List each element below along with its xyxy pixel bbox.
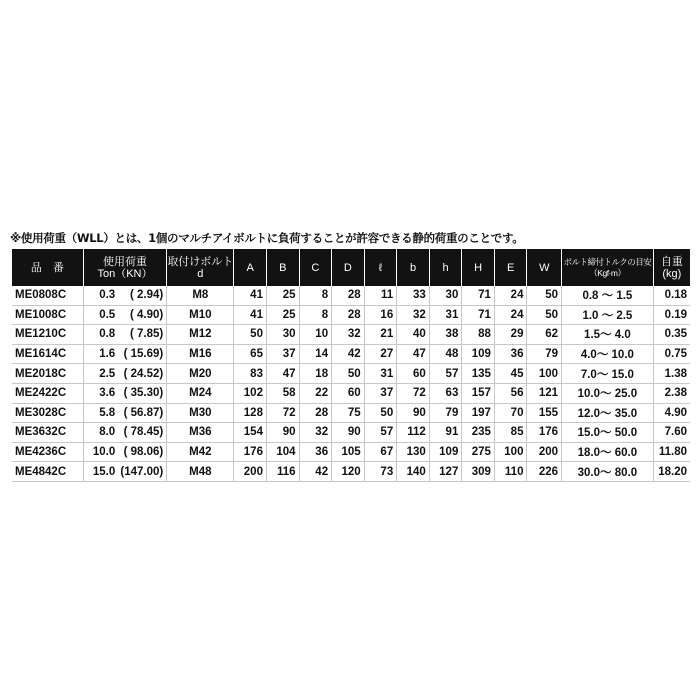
cell-A: 176 (234, 442, 267, 462)
cell-A: 41 (234, 286, 267, 305)
header-mounting-bolt-d: d (197, 267, 204, 280)
table-row (12, 423, 690, 443)
cell-part: ME1614C (12, 344, 83, 364)
cell-E: 56 (494, 383, 527, 403)
cell-W: 100 (527, 364, 562, 384)
cell-torque: 18.0～ 60.0 (562, 442, 654, 462)
cell-B: 116 (266, 462, 299, 482)
cell-working-load (83, 383, 166, 403)
cell-h: 30 (429, 286, 462, 305)
cell-bolt: M10 (167, 305, 234, 325)
cell-D: 105 (332, 442, 365, 462)
cell-b: 72 (397, 383, 430, 403)
cell-part: ME1008C (12, 305, 83, 325)
cell-load-ton: 0.5 (99, 308, 116, 321)
cell-h: 48 (429, 344, 462, 364)
cell-torque: 10.0～ 25.0 (562, 383, 654, 403)
cell-load-kn: ( 4.90) (129, 308, 164, 321)
cell-part: ME4842C (12, 462, 83, 482)
header-weight (653, 249, 690, 286)
header-dim-h: h (429, 249, 462, 286)
header-dim-l: ℓ (364, 249, 397, 286)
cell-E: 24 (494, 286, 527, 305)
header-working-load-unit: Ton（KN） (97, 267, 153, 280)
header-working-load-title: 使用荷重 (102, 255, 147, 268)
cell-load-kn: ( 35.30) (123, 387, 164, 400)
cell-working-load (83, 442, 166, 462)
cell-D: 28 (332, 305, 365, 325)
table-row (12, 286, 690, 305)
cell-E: 85 (494, 423, 527, 443)
cell-H: 88 (462, 325, 495, 345)
cell-D: 90 (332, 423, 365, 443)
cell-B: 25 (266, 286, 299, 305)
cell-weight: 0.35 (653, 325, 690, 345)
cell-H: 135 (462, 364, 495, 384)
cell-load-kn: ( 2.94) (129, 289, 164, 302)
cell-weight: 11.80 (653, 442, 690, 462)
cell-C: 42 (299, 462, 332, 482)
cell-H: 197 (462, 403, 495, 423)
header-dim-E: E (494, 249, 527, 286)
cell-H: 157 (462, 383, 495, 403)
cell-D: 120 (332, 462, 365, 482)
cell-torque: 15.0～ 50.0 (562, 423, 654, 443)
cell-working-load (83, 403, 166, 423)
header-mounting-bolt (167, 249, 234, 286)
cell-C: 8 (299, 286, 332, 305)
cell-h: 79 (429, 403, 462, 423)
table-row (12, 344, 690, 364)
cell-A: 200 (234, 462, 267, 482)
cell-part: ME2018C (12, 364, 83, 384)
cell-H: 109 (462, 344, 495, 364)
cell-C: 28 (299, 403, 332, 423)
cell-working-load (83, 286, 166, 305)
cell-working-load (83, 325, 166, 345)
cell-b: 47 (397, 344, 430, 364)
header-weight-unit: (kg) (662, 267, 682, 280)
cell-torque: 7.0～ 15.0 (562, 364, 654, 384)
table-row (12, 383, 690, 403)
cell-working-load (83, 462, 166, 482)
cell-weight: 18.20 (653, 462, 690, 482)
eyebolt-spec-table (12, 249, 690, 482)
cell-b: 60 (397, 364, 430, 384)
cell-W: 155 (527, 403, 562, 423)
cell-A: 83 (234, 364, 267, 384)
cell-b: 32 (397, 305, 430, 325)
header-torque-title: ボルト締付トルクの目安 (563, 256, 652, 267)
cell-torque: 12.0～ 35.0 (562, 403, 654, 423)
cell-load-ton: 15.0 (92, 465, 116, 478)
cell-load-kn: (147.00) (120, 465, 164, 478)
cell-D: 75 (332, 403, 365, 423)
cell-B: 25 (266, 305, 299, 325)
cell-E: 36 (494, 344, 527, 364)
cell-weight: 0.75 (653, 344, 690, 364)
cell-h: 91 (429, 423, 462, 443)
cell-E: 45 (494, 364, 527, 384)
cell-A: 41 (234, 305, 267, 325)
table-row (12, 325, 690, 345)
header-dim-B: B (266, 249, 299, 286)
cell-H: 309 (462, 462, 495, 482)
cell-E: 100 (494, 442, 527, 462)
cell-weight: 1.38 (653, 364, 690, 384)
table-row (12, 364, 690, 384)
cell-load-kn: ( 98.06) (123, 446, 164, 459)
table-row (12, 305, 690, 325)
cell-H: 235 (462, 423, 495, 443)
cell-load-kn: ( 15.69) (123, 348, 164, 361)
cell-bolt: M8 (167, 286, 234, 305)
cell-B: 104 (266, 442, 299, 462)
cell-load-ton: 5.8 (99, 406, 116, 419)
cell-bolt: M48 (167, 462, 234, 482)
cell-working-load (83, 344, 166, 364)
table-row (12, 442, 690, 462)
cell-l: 73 (364, 462, 397, 482)
cell-bolt: M36 (167, 423, 234, 443)
header-torque (562, 249, 654, 286)
cell-bolt: M24 (167, 383, 234, 403)
cell-h: 127 (429, 462, 462, 482)
header-row (12, 249, 690, 286)
cell-load-ton: 10.0 (92, 446, 116, 459)
cell-l: 16 (364, 305, 397, 325)
cell-torque: 1.0 ～ 2.5 (562, 305, 654, 325)
cell-load-kn: ( 56.87) (123, 406, 164, 419)
cell-h: 57 (429, 364, 462, 384)
cell-H: 275 (462, 442, 495, 462)
cell-part: ME3028C (12, 403, 83, 423)
cell-A: 102 (234, 383, 267, 403)
cell-W: 50 (527, 286, 562, 305)
cell-l: 37 (364, 383, 397, 403)
cell-C: 10 (299, 325, 332, 345)
cell-B: 30 (266, 325, 299, 345)
cell-working-load (83, 305, 166, 325)
cell-W: 121 (527, 383, 562, 403)
cell-W: 226 (527, 462, 562, 482)
cell-W: 62 (527, 325, 562, 345)
cell-C: 8 (299, 305, 332, 325)
cell-load-ton: 8.0 (99, 426, 116, 439)
cell-D: 32 (332, 325, 365, 345)
header-dim-W: W (527, 249, 562, 286)
header-dim-C: C (299, 249, 332, 286)
cell-part: ME0808C (12, 286, 83, 305)
cell-load-kn: ( 7.85) (129, 328, 164, 341)
cell-b: 112 (397, 423, 430, 443)
wll-note: ※使用荷重（WLL）とは、1個のマルチアイボルトに負荷することが許容できる静的荷重のことです。 (10, 231, 524, 245)
cell-part: ME2422C (12, 383, 83, 403)
cell-h: 63 (429, 383, 462, 403)
cell-b: 33 (397, 286, 430, 305)
cell-l: 31 (364, 364, 397, 384)
cell-C: 22 (299, 383, 332, 403)
table-row (12, 462, 690, 482)
cell-h: 31 (429, 305, 462, 325)
cell-bolt: M12 (167, 325, 234, 345)
cell-bolt: M20 (167, 364, 234, 384)
cell-h: 109 (429, 442, 462, 462)
cell-l: 27 (364, 344, 397, 364)
header-working-load (83, 249, 166, 286)
cell-part: ME3632C (12, 423, 83, 443)
cell-B: 47 (266, 364, 299, 384)
header-dim-D: D (332, 249, 365, 286)
header-dim-A: A (234, 249, 267, 286)
cell-l: 21 (364, 325, 397, 345)
cell-torque: 30.0～ 80.0 (562, 462, 654, 482)
cell-D: 42 (332, 344, 365, 364)
cell-l: 67 (364, 442, 397, 462)
cell-E: 24 (494, 305, 527, 325)
cell-B: 58 (266, 383, 299, 403)
cell-load-ton: 0.8 (99, 328, 116, 341)
cell-load-ton: 3.6 (99, 387, 116, 400)
cell-l: 11 (364, 286, 397, 305)
cell-load-ton: 2.5 (99, 367, 116, 380)
cell-weight: 4.90 (653, 403, 690, 423)
header-dim-H: H (462, 249, 495, 286)
cell-torque: 4.0～ 10.0 (562, 344, 654, 364)
cell-b: 40 (397, 325, 430, 345)
cell-torque: 0.8 ～ 1.5 (562, 286, 654, 305)
cell-load-ton: 1.6 (99, 348, 116, 361)
cell-B: 72 (266, 403, 299, 423)
cell-H: 71 (462, 305, 495, 325)
cell-C: 36 (299, 442, 332, 462)
table-row (12, 403, 690, 423)
cell-W: 50 (527, 305, 562, 325)
cell-b: 90 (397, 403, 430, 423)
cell-load-ton: 0.3 (99, 289, 116, 302)
cell-C: 14 (299, 344, 332, 364)
cell-W: 176 (527, 423, 562, 443)
cell-A: 65 (234, 344, 267, 364)
header-mounting-bolt-title: 取付けボルト (167, 255, 234, 268)
cell-A: 128 (234, 403, 267, 423)
cell-bolt: M30 (167, 403, 234, 423)
cell-working-load (83, 364, 166, 384)
header-weight-title: 自重 (660, 255, 683, 268)
cell-bolt: M42 (167, 442, 234, 462)
cell-working-load (83, 423, 166, 443)
cell-E: 29 (494, 325, 527, 345)
cell-W: 79 (527, 344, 562, 364)
cell-weight: 2.38 (653, 383, 690, 403)
cell-weight: 0.18 (653, 286, 690, 305)
cell-torque: 1.5～ 4.0 (562, 325, 654, 345)
cell-A: 50 (234, 325, 267, 345)
cell-l: 57 (364, 423, 397, 443)
cell-b: 140 (397, 462, 430, 482)
cell-A: 154 (234, 423, 267, 443)
cell-B: 90 (266, 423, 299, 443)
cell-B: 37 (266, 344, 299, 364)
cell-part: ME4236C (12, 442, 83, 462)
cell-D: 60 (332, 383, 365, 403)
cell-D: 50 (332, 364, 365, 384)
cell-weight: 0.19 (653, 305, 690, 325)
header-dim-b: b (397, 249, 430, 286)
cell-bolt: M16 (167, 344, 234, 364)
cell-h: 38 (429, 325, 462, 345)
cell-part: ME1210C (12, 325, 83, 345)
cell-load-kn: ( 78.45) (123, 426, 164, 439)
cell-C: 18 (299, 364, 332, 384)
cell-E: 70 (494, 403, 527, 423)
cell-l: 50 (364, 403, 397, 423)
cell-H: 71 (462, 286, 495, 305)
cell-b: 130 (397, 442, 430, 462)
cell-E: 110 (494, 462, 527, 482)
cell-C: 32 (299, 423, 332, 443)
cell-D: 28 (332, 286, 365, 305)
cell-load-kn: ( 24.52) (123, 367, 164, 380)
header-torque-unit: （Kgf·m） (589, 267, 626, 278)
cell-W: 200 (527, 442, 562, 462)
cell-weight: 7.60 (653, 423, 690, 443)
header-part-number: 品 番 (12, 249, 83, 286)
